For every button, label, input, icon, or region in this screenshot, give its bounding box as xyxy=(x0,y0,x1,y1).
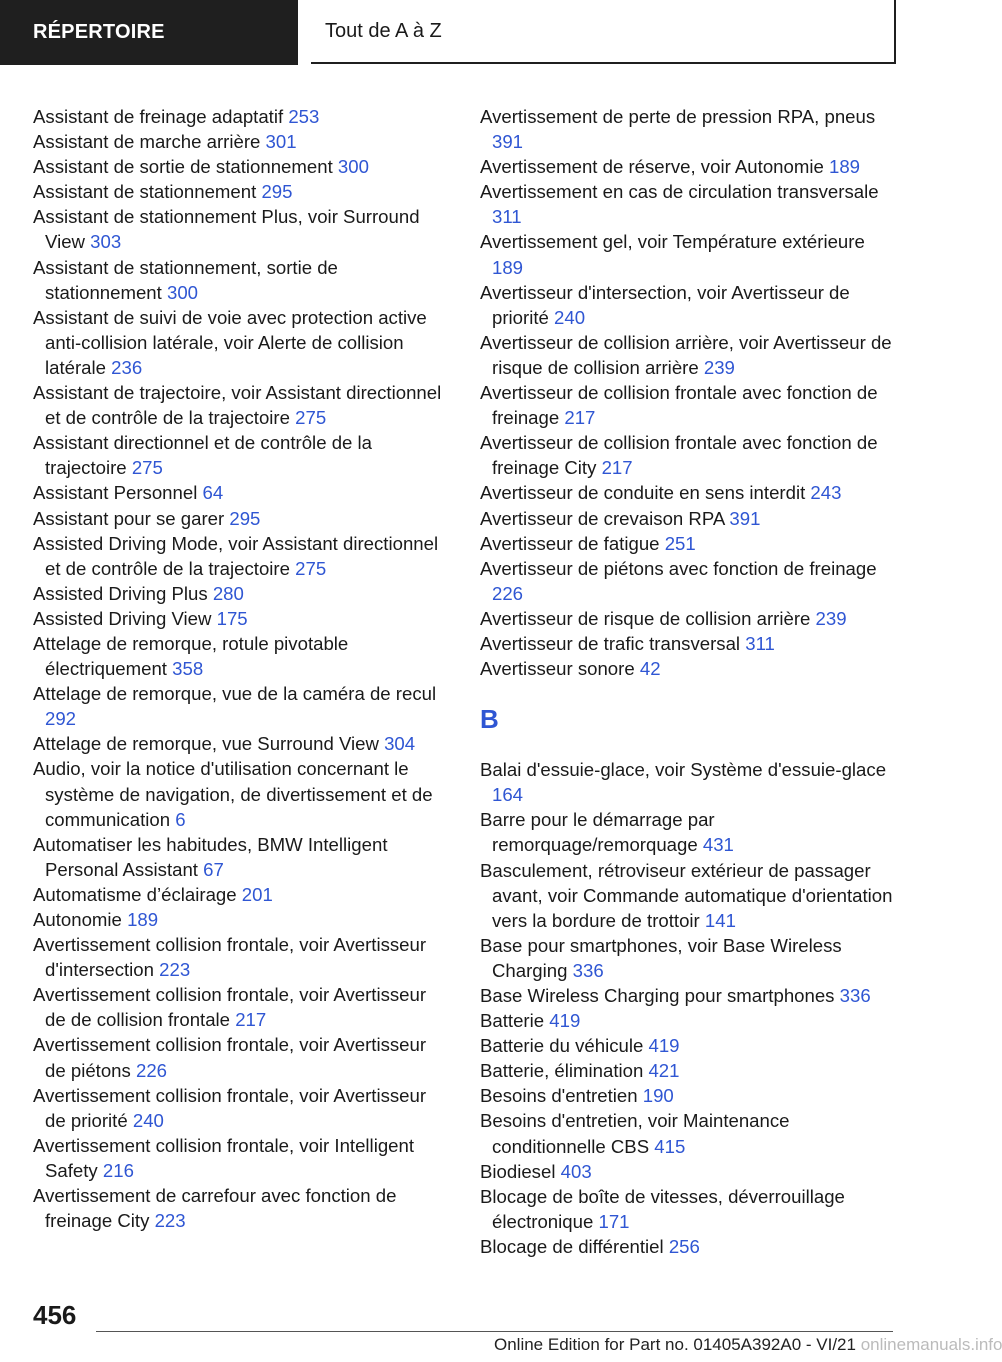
index-entry-page-link[interactable]: 223 xyxy=(159,959,191,981)
index-entry xyxy=(480,807,900,857)
index-entry-term: Base pour smartphones, voir Base Wireless Charging xyxy=(480,934,842,981)
index-entry xyxy=(33,104,445,129)
index-entry xyxy=(33,480,445,505)
index-entry-page-link[interactable]: 295 xyxy=(261,181,293,203)
index-entry-page-link[interactable]: 190 xyxy=(642,1085,674,1107)
index-entry xyxy=(480,1108,900,1158)
index-entry-term: Attelage de remorque, vue de la caméra de recul xyxy=(33,683,437,705)
index-entry xyxy=(33,430,445,480)
index-entry xyxy=(480,1184,900,1234)
index-entry xyxy=(480,631,900,656)
index-entry-term: Automatisme d’éclairage xyxy=(33,883,237,905)
index-entry-term: Assistant de marche arrière xyxy=(33,131,261,153)
index-entry-page-link[interactable]: 280 xyxy=(212,582,244,604)
index-entry-term: Automatiser les habitudes, BMW Intelligent Personal Assistant xyxy=(33,833,388,880)
index-entry-page-link[interactable]: 275 xyxy=(131,457,163,479)
index-entry-page-link[interactable]: 226 xyxy=(135,1059,168,1081)
index-entry-page-link[interactable]: 217 xyxy=(601,457,633,479)
index-entry xyxy=(33,305,445,380)
index-entry-page-link[interactable]: 164 xyxy=(492,784,524,806)
chapter-tab xyxy=(311,0,896,64)
index-entry-page-link[interactable]: 42 xyxy=(639,658,661,680)
index-entry-page-link[interactable]: 295 xyxy=(229,507,261,529)
index-entry xyxy=(33,932,445,982)
index-entry xyxy=(33,129,445,154)
index-entry-page-link[interactable]: 217 xyxy=(564,407,596,429)
index-entry-term: Avertissement en cas de circulation transversale xyxy=(480,181,879,203)
index-entry xyxy=(480,430,900,480)
index-entry-page-link[interactable]: 141 xyxy=(704,909,736,931)
index-entry xyxy=(33,907,445,932)
index-entry xyxy=(480,531,900,556)
index-entry-term: Assistant de trajectoire, voir Assistant directionnel et de contrôle de la trajectoire xyxy=(33,382,442,429)
index-entry-page-link[interactable]: 300 xyxy=(337,156,369,178)
index-entry-term: Avertisseur de trafic transversal xyxy=(480,632,741,654)
index-entry-term: Autonomie xyxy=(33,909,122,930)
index-entry xyxy=(480,1033,900,1058)
index-entry xyxy=(33,380,445,430)
index-entry xyxy=(33,1032,445,1082)
page-number: 456 xyxy=(33,1300,77,1330)
index-entry-page-link[interactable]: 303 xyxy=(90,231,122,253)
index-entry-page-link[interactable]: 240 xyxy=(554,306,586,328)
footer-watermark: onlinemanuals.info xyxy=(860,1335,1002,1354)
index-entry-term: Avertissement collision frontale, voir Avertisseur d'intersection xyxy=(33,934,427,981)
index-entry-term: Base Wireless Charging pour smartphones xyxy=(480,985,835,1006)
index-entry-term: Avertisseur d'intersection, voir Avertisseur de priorité xyxy=(480,281,850,328)
index-entry-term: Avertisseur de fatigue xyxy=(480,532,660,554)
index-entry xyxy=(480,179,900,229)
index-entry-term: Assistant de stationnement, sortie de stationnement xyxy=(33,256,338,303)
index-entry-term: Avertisseur de collision frontale avec fonction de freinage City xyxy=(480,432,878,479)
index-entry-page-link[interactable]: 336 xyxy=(839,985,871,1006)
index-entry-page-link[interactable]: 391 xyxy=(492,131,524,153)
index-entry xyxy=(480,606,900,631)
index-group-a xyxy=(480,104,900,681)
index-entry xyxy=(480,858,900,933)
index-entry xyxy=(480,656,900,681)
index-entry xyxy=(33,506,445,531)
index-entry-page-link[interactable]: 403 xyxy=(560,1160,592,1182)
index-entry-term: Blocage de boîte de vitesses, déverrouillage électronique xyxy=(480,1185,845,1232)
index-entry-term: Balai d'essuie-glace, voir Système d'essuie-glace xyxy=(480,759,887,781)
index-entry xyxy=(33,1183,445,1233)
index-entry xyxy=(480,330,900,380)
index-entry xyxy=(480,1083,900,1108)
footer-edition xyxy=(494,1335,1002,1355)
index-entry-term: Attelage de remorque, rotule pivotable électriquement xyxy=(33,632,349,680)
section-letter-heading: B xyxy=(480,704,499,735)
section-tab xyxy=(0,0,298,65)
index-entry-page-link[interactable]: 300 xyxy=(166,281,199,303)
index-entry-page-link[interactable]: 236 xyxy=(111,356,143,378)
index-entry-term: Batterie, élimination xyxy=(480,1060,644,1082)
index-entry-term: Avertissement collision frontale, voir Avertisseur de piétons xyxy=(33,1034,427,1081)
index-entry-page-link[interactable]: 421 xyxy=(648,1060,680,1082)
index-entry-page-link[interactable]: 189 xyxy=(828,156,861,178)
index-entry-term: Assisted Driving View xyxy=(33,607,212,629)
index-entry-page-link[interactable]: 292 xyxy=(45,708,77,730)
index-entry-term: Basculement, rétroviseur extérieur de passager avant, voir Commande automatique d'orientation vers la bordure de trottoir xyxy=(480,859,893,931)
index-entry-page-link[interactable]: 256 xyxy=(668,1235,700,1257)
index-entry-term: Assistant pour se garer xyxy=(33,507,225,529)
index-entry-term: Audio, voir la notice d'utilisation concernant le système de navigation, de divertissement et de communication xyxy=(33,758,433,830)
index-entry xyxy=(33,731,445,756)
index-entry-page-link[interactable]: 216 xyxy=(102,1159,134,1181)
index-entry-term: Avertissement de carrefour avec fonction de freinage City xyxy=(33,1185,397,1232)
index-entry xyxy=(480,506,900,531)
index-entry-page-link[interactable]: 311 xyxy=(492,206,522,228)
index-entry-page-link[interactable]: 171 xyxy=(598,1210,630,1232)
index-entry-term: Barre pour le démarrage par remorquage/remorquage xyxy=(480,809,715,856)
index-entry-term: Avertissement de perte de pression RPA, pneus xyxy=(480,106,876,127)
index-entry xyxy=(480,933,900,983)
index-group-b xyxy=(480,757,900,1259)
index-entry xyxy=(33,255,445,305)
index-entry-term: Assistant de suivi de voie avec protection active anti-collision latérale, voir Alerte de collision latérale xyxy=(33,306,427,378)
index-entry-page-link[interactable]: 275 xyxy=(295,407,327,429)
index-entry-term: Avertisseur de risque de collision arrière xyxy=(480,607,811,629)
index-entry-page-link[interactable]: 253 xyxy=(288,106,320,127)
index-entry xyxy=(33,154,445,179)
index-entry xyxy=(480,1008,900,1033)
index-entry-page-link[interactable]: 240 xyxy=(132,1109,164,1131)
index-entry xyxy=(480,280,900,330)
index-entry-term: Avertisseur de piétons avec fonction de freinage xyxy=(480,557,877,579)
index-entry-term: Avertissement de réserve, voir Autonomie xyxy=(480,156,824,178)
index-entry-term: Assistant Personnel xyxy=(33,482,198,504)
index-entry-page-link[interactable]: 189 xyxy=(127,909,159,930)
index-entry-page-link[interactable]: 223 xyxy=(154,1210,186,1232)
index-entry-page-link[interactable]: 419 xyxy=(549,1010,581,1032)
index-entry xyxy=(33,581,445,606)
index-entry-page-link[interactable]: 301 xyxy=(265,131,297,153)
index-entry-term: Avertisseur de conduite en sens interdit xyxy=(480,482,806,504)
index-entry-page-link[interactable]: 358 xyxy=(172,658,204,680)
index-entry xyxy=(480,556,900,606)
index-entry-page-link[interactable]: 304 xyxy=(384,733,416,755)
index-entry-term: Avertissement collision frontale, voir Intelligent Safety xyxy=(33,1134,415,1181)
index-entry xyxy=(33,1133,445,1183)
index-entry xyxy=(480,1234,900,1259)
index-column-right xyxy=(480,104,900,1259)
index-entry-term: Avertisseur de collision arrière, voir Avertisseur de risque de collision arrière xyxy=(480,331,892,378)
index-entry-term: Besoins d'entretien, voir Maintenance conditionnelle CBS xyxy=(480,1110,790,1157)
index-entry-page-link[interactable]: 226 xyxy=(492,582,524,604)
index-entry-page-link[interactable]: 239 xyxy=(815,607,847,629)
index-entry-term: Assisted Driving Mode, voir Assistant directionnel et de contrôle de la trajectoire xyxy=(33,532,439,579)
index-entry-term: Avertisseur sonore xyxy=(480,658,635,680)
index-entry xyxy=(33,1083,445,1133)
index-entry-term: Assisted Driving Plus xyxy=(33,582,208,604)
index-entry xyxy=(480,104,900,154)
index-entry-term: Blocage de différentiel xyxy=(480,1235,664,1257)
index-entry xyxy=(33,531,445,581)
index-entry-term: Assistant directionnel et de contrôle de la trajectoire xyxy=(33,432,373,479)
index-entry xyxy=(33,681,445,731)
index-entry xyxy=(480,757,900,807)
index-entry-page-link[interactable]: 419 xyxy=(648,1035,680,1057)
footer-edition-text: Online Edition for Part no. 01405A392A0 - VI/21 xyxy=(494,1335,856,1354)
index-entry xyxy=(33,204,445,254)
index-entry-term: Assistant de freinage adaptatif xyxy=(33,106,284,127)
index-entry xyxy=(33,756,445,831)
index-entry-page-link[interactable]: 243 xyxy=(810,482,842,504)
index-entry-page-link[interactable]: 391 xyxy=(729,507,761,529)
index-entry-term: Avertissement gel, voir Température extérieure xyxy=(480,231,865,253)
index-entry-term: Assistant de stationnement Plus, voir Surround View xyxy=(33,206,420,253)
index-entry xyxy=(33,882,445,907)
section-tab-label: RÉPERTOIRE xyxy=(33,21,165,43)
index-entry-page-link[interactable]: 201 xyxy=(241,883,273,905)
footer-divider xyxy=(96,1331,893,1332)
index-entry-page-link[interactable]: 64 xyxy=(202,482,224,504)
index-entry-page-link[interactable]: 175 xyxy=(216,607,248,629)
index-entry-page-link[interactable]: 431 xyxy=(702,834,734,856)
index-entry-term: Avertissement collision frontale, voir Avertisseur de de collision frontale xyxy=(33,984,427,1031)
index-entry-term: Avertisseur de collision frontale avec fonction de freinage xyxy=(480,382,878,429)
index-entry-page-link[interactable]: 67 xyxy=(203,858,224,880)
index-entry-page-link[interactable]: 415 xyxy=(654,1135,686,1157)
index-entry-term: Assistant de stationnement xyxy=(33,181,257,203)
index-entry-term: Avertissement collision frontale, voir Avertisseur de priorité xyxy=(33,1084,427,1131)
index-entry xyxy=(480,480,900,505)
index-entry xyxy=(33,832,445,882)
index-entry-page-link[interactable]: 189 xyxy=(492,256,524,278)
index-entry xyxy=(33,631,445,681)
index-entry xyxy=(480,1058,900,1083)
index-entry xyxy=(480,983,900,1008)
index-column-left xyxy=(33,104,445,1233)
page-header xyxy=(0,0,960,66)
index-entry-page-link[interactable]: 6 xyxy=(175,808,186,830)
index-entry-term: Avertisseur de crevaison RPA xyxy=(480,507,725,529)
index-entry xyxy=(480,380,900,430)
index-entry xyxy=(33,982,445,1032)
index-entry xyxy=(480,154,900,179)
index-entry-term: Batterie xyxy=(480,1010,545,1032)
index-entry-term: Besoins d'entretien xyxy=(480,1085,638,1107)
index-entry-page-link[interactable]: 275 xyxy=(295,557,327,579)
index-entry xyxy=(33,606,445,631)
chapter-tab-label: Tout de A à Z xyxy=(325,19,442,42)
index-entry-page-link[interactable]: 239 xyxy=(703,356,735,378)
index-entry-page-link[interactable]: 311 xyxy=(745,632,775,654)
index-entry-page-link[interactable]: 336 xyxy=(572,959,604,981)
index-entry xyxy=(480,229,900,279)
index-entry-term: Batterie du véhicule xyxy=(480,1035,644,1057)
index-entry-page-link[interactable]: 217 xyxy=(235,1009,267,1031)
index-entry-term: Attelage de remorque, vue Surround View xyxy=(33,733,379,755)
index-entry-term: Biodiesel xyxy=(480,1160,556,1182)
index-entry xyxy=(33,179,445,204)
index-entry xyxy=(480,1159,900,1184)
index-entry-term: Assistant de sortie de stationnement xyxy=(33,156,333,178)
index-entry-page-link[interactable]: 251 xyxy=(664,532,696,554)
